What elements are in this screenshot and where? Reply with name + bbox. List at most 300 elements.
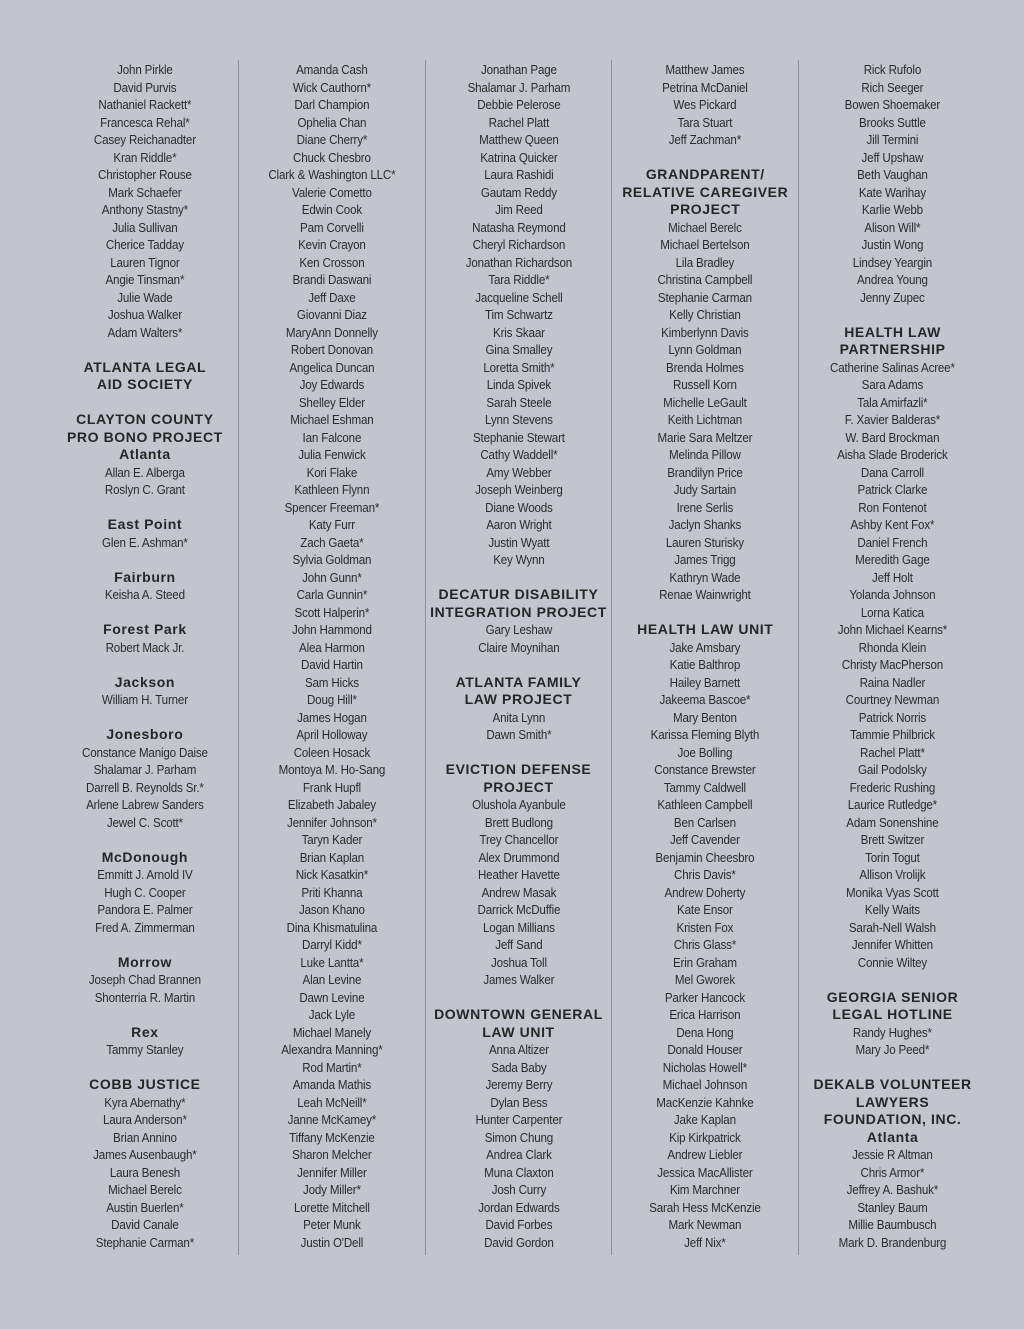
section-heading: LAW UNIT <box>482 1023 555 1040</box>
name-entry: Laura Benesh <box>109 1164 180 1180</box>
name-entry: Austin Buerlen* <box>106 1199 184 1215</box>
name-entry: Jacqueline Schell <box>474 289 563 305</box>
name-entry: Adam Sonenshine <box>846 814 939 830</box>
name-entry: Michael Berelc <box>108 1182 182 1197</box>
name-entry: Kathleen Flynn <box>294 482 370 497</box>
name-entry: Loretta Smith* <box>482 359 555 375</box>
name-entry: Chris Davis* <box>674 867 737 882</box>
name-entry: Jeff Zachman* <box>669 132 742 147</box>
name-entry: Kyra Abernathy* <box>104 1094 186 1110</box>
name-entry: John Michael Kearns* <box>837 622 948 637</box>
name-entry: Michael Eshman <box>290 412 374 427</box>
name-entry: Melinda Pillow <box>669 447 742 462</box>
name-entry: Cherice Tadday <box>105 237 184 252</box>
name-entry: Adam Walters* <box>107 324 183 340</box>
name-entry: Darrell B. Reynolds Sr.* <box>86 779 204 795</box>
name-entry: Judy Sartain <box>674 482 737 497</box>
name-entry: Patrick Norris <box>858 709 927 725</box>
spacer <box>63 551 227 569</box>
name-entry: Matthew James <box>665 62 745 77</box>
section-heading: LAW PROJECT <box>464 691 573 707</box>
name-entry: Beth Vaughan <box>857 167 928 182</box>
name-entry: Keisha A. Steed <box>104 587 185 602</box>
name-entry: James Hogan <box>296 709 367 725</box>
name-entry: Andrew Doherty <box>664 884 746 900</box>
name-entry: Rhonda Klein <box>858 639 927 655</box>
section-heading: DOWNTOWN GENERAL <box>434 1006 603 1022</box>
section-heading: East Point <box>107 516 183 532</box>
section-heading: Atlanta <box>866 1128 919 1145</box>
name-entry: Jaclyn Shanks <box>669 517 742 532</box>
name-entry: Michael Manely <box>292 1024 371 1040</box>
name-entry: Clark & Washington LLC* <box>268 167 396 182</box>
name-entry: Chris Glass* <box>674 937 737 952</box>
name-entry: Leah McNeill* <box>297 1094 367 1110</box>
name-entry: Laura Rashidi <box>483 167 554 182</box>
name-entry: Logan Millians <box>482 919 555 935</box>
section-heading: LAWYERS <box>855 1093 930 1110</box>
name-entry: Rachel Platt <box>488 114 549 130</box>
name-entry: Elizabeth Jabaley <box>287 797 376 812</box>
name-entry: Emmitt J. Arnold IV <box>97 867 193 882</box>
name-entry: Kristen Fox <box>676 919 734 935</box>
name-entry: Andrew Masak <box>481 884 556 900</box>
name-entry: Jeff Nix* <box>684 1234 726 1250</box>
name-entry: Laura Anderson* <box>102 1112 187 1127</box>
name-entry: Kate Warihay <box>859 184 927 200</box>
name-entry: Olushola Ayanbule <box>471 797 566 812</box>
name-entry: Sarah Steele <box>485 394 551 410</box>
name-entry: Joseph Chad Brannen <box>88 972 201 987</box>
name-entry: Sara Adams <box>861 377 924 392</box>
name-entry: Anita Lynn <box>492 709 545 725</box>
name-entry: Nicholas Howell* <box>663 1059 748 1075</box>
name-entry: W. Bard Brockman <box>845 429 940 445</box>
name-entry: Alison Will* <box>864 219 921 235</box>
name-entry: Brett Switzer <box>860 832 925 847</box>
section-heading: PARTNERSHIP <box>839 341 946 357</box>
name-entry: Christina Campbell <box>657 272 753 287</box>
name-entry: Brandilyn Price <box>667 464 743 480</box>
name-entry: Spencer Freeman* <box>284 499 379 515</box>
name-entry: Kelly Christian <box>669 307 742 322</box>
name-entry: David Gordon <box>483 1234 554 1250</box>
name-entry: Simon Chung <box>484 1129 553 1145</box>
name-entry: Kate Ensor <box>677 902 734 917</box>
name-entry: Laurice Rutledge* <box>847 797 938 812</box>
name-entry: Stephanie Stewart <box>472 429 565 445</box>
name-entry: Natasha Reymond <box>471 219 566 235</box>
name-entry: Zach Gaeta* <box>300 534 364 550</box>
name-entry: Angie Tinsman* <box>105 272 185 287</box>
name-entry: Lauren Sturisky <box>666 534 745 550</box>
name-entry: Mark Newman <box>668 1217 742 1232</box>
name-entry: Kelly Waits <box>865 902 921 917</box>
name-entry: Kori Flake <box>306 464 357 480</box>
name-entry: Benjamin Cheesbro <box>655 849 755 865</box>
name-entry: Rich Seeger <box>861 79 924 95</box>
spacer <box>63 656 227 674</box>
name-entry: Jordan Edwards <box>477 1199 560 1215</box>
name-entry: Peter Munk <box>302 1217 361 1232</box>
name-entry: Michael Bertelson <box>660 237 750 252</box>
name-entry: Kevin Crayon <box>297 237 366 252</box>
name-entry: Alex Drummond <box>478 849 559 865</box>
name-entry: Jeffrey A. Bashuk* <box>846 1182 939 1197</box>
name-entry: Jessica MacAllister <box>657 1164 753 1180</box>
name-entry: F. Xavier Balderas* <box>844 412 941 427</box>
name-entry: Russell Korn <box>673 377 738 392</box>
name-entry: Dawn Smith* <box>485 727 552 742</box>
name-entry: Ashby Kent Fox* <box>850 517 935 532</box>
name-entry: Nathaniel Rackett* <box>98 97 192 112</box>
name-entry: Kimberlynn Davis <box>661 324 750 340</box>
column-4 <box>612 60 799 1255</box>
section-heading: Atlanta <box>119 446 171 462</box>
name-entry: Amy Webber <box>485 464 552 480</box>
name-entry: Meredith Gage <box>855 552 930 567</box>
name-entry: Bowen Shoemaker <box>844 97 941 112</box>
name-entry: Erica Harrison <box>669 1007 741 1022</box>
column-3 <box>426 60 613 1255</box>
name-entry: Rachel Platt* <box>860 744 925 760</box>
name-entry: Aisha Slade Broderick <box>837 447 948 462</box>
name-entry: David Hartin <box>300 657 363 672</box>
name-entry: Muna Claxton <box>483 1164 554 1180</box>
name-entry: Jennifer Johnson* <box>286 814 377 830</box>
section-heading: PRO BONO PROJECT <box>66 428 223 445</box>
name-entry: Tammy Stanley <box>106 1042 184 1057</box>
name-entry: MacKenzie Kahnke <box>656 1094 754 1110</box>
name-entry: Irene Serlis <box>676 499 734 515</box>
spacer <box>437 569 601 587</box>
name-entry: Linda Spivek <box>486 377 551 392</box>
name-entry: Kathleen Campbell <box>657 797 753 812</box>
name-entry: Karissa Fleming Blyth <box>651 727 760 742</box>
section-heading: Jonesboro <box>106 726 184 742</box>
name-entry: Edwin Cook <box>301 202 362 217</box>
spacer <box>63 709 227 727</box>
name-entry: Erin Graham <box>673 954 738 970</box>
name-entry: Alea Harmon <box>298 639 365 655</box>
name-entry: William H. Turner <box>101 692 188 707</box>
name-entry: Giovanni Diaz <box>296 307 367 322</box>
name-entry: Matthew Queen <box>478 132 559 147</box>
name-entry: Tara Stuart <box>677 114 733 130</box>
name-entry: Sam Hicks <box>304 674 359 690</box>
name-entry: Christy MacPherson <box>841 657 944 672</box>
name-entry: Dawn Levine <box>299 989 365 1005</box>
name-entry: Amanda Cash <box>295 62 368 77</box>
name-entry: Chuck Chesbro <box>292 149 371 165</box>
name-entry: Gina Smalley <box>485 342 552 357</box>
name-entry: Brett Budlong <box>484 814 553 830</box>
name-entry: Janne McKamey* <box>287 1112 376 1127</box>
name-entry: Allison Vrolijk <box>859 867 926 882</box>
spacer <box>63 341 227 359</box>
name-entry: Randy Hughes* <box>853 1024 933 1040</box>
name-entry: Ian Falcone <box>302 429 362 445</box>
spacer <box>63 936 227 954</box>
name-entry: Dana Carroll <box>861 464 925 480</box>
section-heading: Fairburn <box>114 568 176 585</box>
spacer <box>63 604 227 622</box>
section-heading: DEKALB VOLUNTEER <box>813 1076 972 1092</box>
name-entry: Heather Havette <box>477 867 560 882</box>
name-entry: Frederic Rushing <box>849 779 936 795</box>
name-entry: Lorette Mitchell <box>293 1199 370 1215</box>
name-entry: Jake Kaplan <box>674 1112 737 1127</box>
section-heading: FOUNDATION, INC. <box>823 1111 962 1127</box>
name-entry: David Canale <box>111 1217 179 1232</box>
name-entry: Brian Kaplan <box>299 849 364 865</box>
name-entry: Marie Sara Meltzer <box>657 429 753 445</box>
name-entry: Renae Wainwright <box>659 587 752 602</box>
name-entry: Jonathan Page <box>480 62 557 77</box>
name-entry: Cathy Waddell* <box>479 447 558 462</box>
name-entry: Robert Donovan <box>290 342 373 357</box>
spacer <box>437 744 601 762</box>
name-entry: John Gunn* <box>301 569 362 585</box>
section-heading: HEALTH LAW <box>844 323 941 340</box>
name-entry: Tala Amirfazli* <box>857 394 928 410</box>
name-entry: Shalamar J. Parham <box>467 79 570 95</box>
name-entry: John Pirkle <box>117 62 173 77</box>
name-entry: Brandi Daswani <box>292 272 372 287</box>
name-entry: Lynn Goldman <box>668 342 742 357</box>
name-entry: John Hammond <box>291 622 372 637</box>
name-entry: Darrick McDuffie <box>477 902 560 917</box>
name-entry: April Holloway <box>296 727 368 742</box>
section-heading: DECATUR DISABILITY <box>438 586 599 602</box>
name-entry: Jeff Daxe <box>308 289 356 305</box>
name-entry: Angelica Duncan <box>289 359 375 375</box>
spacer <box>63 831 227 849</box>
name-entry: Lauren Tignor <box>110 254 180 270</box>
section-heading: GRANDPARENT/ <box>645 166 765 182</box>
name-entry: Jennifer Whitten <box>852 937 934 952</box>
name-entry: Katy Furr <box>308 517 355 532</box>
name-entry: Jewel C. Scott* <box>106 814 183 830</box>
name-entry: Dina Khismatulina <box>286 919 377 935</box>
section-heading: AID SOCIETY <box>96 376 193 392</box>
name-entry: Debbie Pelerose <box>476 97 561 112</box>
name-entry: Joy Edwards <box>299 377 364 392</box>
section-heading: PROJECT <box>483 778 554 795</box>
name-entry: Katie Balthrop <box>670 657 741 672</box>
name-entry: Josh Curry <box>491 1182 546 1197</box>
spacer <box>624 604 788 622</box>
spacer <box>624 149 788 167</box>
name-entry: Stephanie Carman <box>658 289 753 305</box>
name-entry: Hugh C. Cooper <box>104 884 186 900</box>
name-entry: Keith Lichtman <box>668 412 743 427</box>
name-entry: Sarah-Nell Walsh <box>849 919 937 935</box>
name-entry: James Ausenbaugh* <box>93 1147 197 1162</box>
name-entry: Valerie Cometto <box>291 184 372 200</box>
section-heading: HEALTH LAW UNIT <box>637 621 774 637</box>
name-entry: Stanley Baum <box>857 1199 928 1215</box>
name-entry: Christopher Rouse <box>98 167 192 182</box>
name-entry: Jennifer Miller <box>296 1164 367 1180</box>
name-entry: Constance Manigo Daise <box>81 744 208 760</box>
name-entry: Frank Hupfl <box>302 779 361 795</box>
name-entry: Justin Wyatt <box>487 534 549 550</box>
name-entry: Alexandra Manning* <box>281 1042 383 1057</box>
name-entry: Arlene Labrew Sanders <box>86 797 204 812</box>
name-entry: Jeff Upshaw <box>861 149 924 165</box>
name-entry: Justin Wong <box>861 237 924 252</box>
name-entry: Shalamar J. Parham <box>93 762 197 777</box>
name-entry: Scott Halperin* <box>294 604 370 620</box>
name-entry: Andrea Young <box>857 272 928 287</box>
name-entry: Michael Johnson <box>663 1077 748 1092</box>
name-entry: Lorna Katica <box>861 604 925 620</box>
name-entry: Diane Cherry* <box>296 132 367 147</box>
name-entry: Lila Bradley <box>676 254 735 270</box>
section-heading: CLAYTON COUNTY <box>76 411 214 427</box>
name-entry: Darryl Kidd* <box>301 937 362 952</box>
name-entry: Millie Baumbusch <box>848 1217 937 1232</box>
spacer <box>63 1006 227 1024</box>
column-5 <box>799 60 986 1255</box>
name-entry: Brooks Suttle <box>859 114 926 130</box>
name-entry: Justin O'Dell <box>300 1234 363 1250</box>
name-entry: Patrick Clarke <box>857 482 928 497</box>
name-entry: Jessie R Altman <box>852 1147 933 1162</box>
section-heading: Morrow <box>117 953 172 970</box>
spacer <box>810 971 974 989</box>
name-entry: Jenny Zupec <box>860 289 925 305</box>
name-entry: Hunter Carpenter <box>475 1112 562 1127</box>
spacer <box>63 499 227 517</box>
name-entry: Jeremy Berry <box>485 1077 552 1092</box>
name-entry: Rod Martin* <box>302 1059 362 1075</box>
name-entry: Wes Pickard <box>673 97 737 112</box>
name-entry: Claire Moynihan <box>477 639 560 655</box>
section-heading: ATLANTA LEGAL <box>83 358 207 375</box>
name-entry: Jeff Holt <box>872 569 913 585</box>
name-entry: Daniel French <box>857 534 928 550</box>
name-entry: Diane Woods <box>484 499 553 515</box>
name-entry: Catherine Salinas Acree* <box>830 359 955 375</box>
name-entry: Chris Armor* <box>860 1164 925 1180</box>
name-entry: Jeff Sand <box>494 937 543 952</box>
name-entry: Dylan Bess <box>490 1094 547 1110</box>
column-2 <box>239 60 426 1255</box>
name-entry: Constance Brewster <box>654 762 756 777</box>
name-entry: Joe Bolling <box>677 744 733 760</box>
name-entry: Katrina Quicker <box>479 149 558 165</box>
name-entry: Kran Riddle* <box>113 149 177 165</box>
section-heading: INTEGRATION PROJECT <box>430 603 607 620</box>
name-entry: Wick Cauthorn* <box>292 79 371 95</box>
spacer <box>810 1059 974 1077</box>
name-entry: Gautam Reddy <box>480 184 557 200</box>
section-heading: Jackson <box>114 673 176 690</box>
spacer <box>810 306 974 324</box>
name-entry: Julie Wade <box>117 289 173 305</box>
name-entry: Lynn Stevens <box>484 412 553 427</box>
name-entry: Connie Wiltey <box>857 954 928 970</box>
name-entry: Mary Benton <box>673 709 738 725</box>
name-entry: Jason Khano <box>298 902 365 917</box>
name-entry: Hailey Barnett <box>670 674 741 690</box>
name-entry: Julia Sullivan <box>112 219 178 235</box>
name-entry: David Forbes <box>485 1217 552 1232</box>
name-entry: Luke Lantta* <box>300 954 364 970</box>
name-entry: Tammie Philbrick <box>850 727 936 742</box>
name-entry: Brenda Holmes <box>666 359 745 375</box>
name-entry: Ben Carlsen <box>674 814 737 830</box>
name-entry: Kim Marchner <box>670 1182 741 1197</box>
name-entry: Ken Crosson <box>299 254 365 270</box>
section-heading: LEGAL HOTLINE <box>832 1006 953 1022</box>
name-entry: Casey Reichanadter <box>93 132 196 147</box>
name-entry: Dena Hong <box>676 1024 734 1040</box>
section-heading: McDonough <box>101 848 189 865</box>
name-entry: Jill Termini <box>866 132 919 147</box>
name-entry: Tiffany McKenzie <box>288 1129 375 1145</box>
name-entry: Yolanda Johnson <box>849 587 936 602</box>
name-entry: Joshua Walker <box>107 307 182 322</box>
name-entry: Cheryl Richardson <box>472 237 565 252</box>
name-entry: Darl Champion <box>294 97 370 112</box>
name-entry: David Purvis <box>113 79 177 95</box>
name-entry: Anthony Stastny* <box>101 202 188 217</box>
name-entry: Roslyn C. Grant <box>104 482 185 497</box>
name-entry: Nick Kasatkin* <box>295 867 368 882</box>
name-entry: Julia Fenwick <box>298 447 366 462</box>
name-entry: Tim Schwartz <box>484 307 553 322</box>
name-entry: Parker Hancock <box>665 989 746 1005</box>
name-entry: Trey Chancellor <box>479 832 558 847</box>
name-entry: Petrina McDaniel <box>662 79 749 95</box>
name-entry: Gary Leshaw <box>485 622 552 637</box>
name-entry: James Walker <box>482 972 554 987</box>
name-entry: Mel Gworek <box>675 972 736 987</box>
name-entry: Mark Schaefer <box>108 184 182 200</box>
name-entry: Doug Hill* <box>306 692 357 707</box>
name-entry: Sada Baby <box>490 1059 547 1075</box>
name-entry: Donald Houser <box>667 1042 743 1057</box>
name-entry: Andrea Clark <box>485 1147 552 1162</box>
name-entry: Rick Rufolo <box>863 62 922 77</box>
section-heading: COBB JUSTICE <box>89 1076 201 1092</box>
name-entry: Francesca Rehal* <box>100 114 190 130</box>
name-entry: Sharon Melcher <box>291 1147 372 1162</box>
name-entry: Joseph Weinberg <box>474 482 563 497</box>
name-entry: Key Wynn <box>492 552 545 567</box>
section-heading: Rex <box>131 1023 159 1040</box>
name-entry: Ron Fontenot <box>858 499 927 515</box>
name-entry: Michael Berelc <box>668 219 743 235</box>
name-entry: Mary Jo Peed* <box>855 1042 930 1057</box>
section-heading: PROJECT <box>670 201 741 217</box>
name-entry: Kris Skaar <box>492 324 545 340</box>
name-entry: Sarah Hess McKenzie <box>649 1199 762 1215</box>
name-entry: Allan E. Alberga <box>105 464 185 480</box>
name-entry: Tammy Caldwell <box>664 779 747 795</box>
spacer <box>63 1059 227 1077</box>
name-entry: Kathryn Wade <box>669 569 741 585</box>
spacer <box>63 394 227 412</box>
name-entry: Lindsey Yeargin <box>852 254 933 270</box>
name-entry: Glen E. Ashman* <box>102 534 188 550</box>
name-entry: Sylvia Goldman <box>292 552 372 567</box>
name-entry: Raina Nadler <box>859 674 926 690</box>
name-entry: Karlie Webb <box>862 202 924 217</box>
